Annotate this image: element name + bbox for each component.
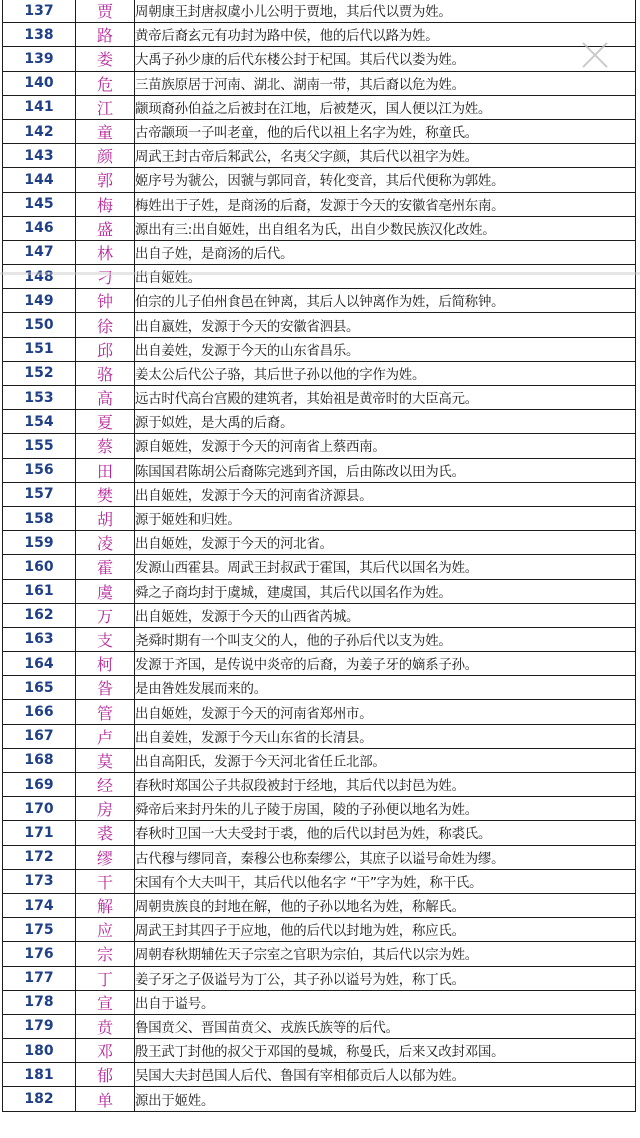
row-number: 178 bbox=[3, 990, 76, 1014]
row-number: 173 bbox=[3, 869, 76, 893]
surname-origin: 源于姬姓和归姓。 bbox=[135, 506, 636, 530]
surname-origin: 出自姜姓，发源于今天的山东省昌乐。 bbox=[135, 337, 636, 361]
surname-origin: 姜太公后代公子骆，其后世子孙以他的字作为姓。 bbox=[135, 361, 636, 385]
table-row bbox=[3, 1039, 636, 1063]
row-number: 172 bbox=[3, 845, 76, 869]
surname-origin: 周武王封古帝后邾武公，名夷父字颜，其后代以祖字为姓。 bbox=[135, 144, 636, 168]
surname-char: 管 bbox=[76, 700, 135, 724]
surname-origin: 出自姜姓，发源于今天山东省的长清县。 bbox=[135, 724, 636, 748]
table-row bbox=[3, 990, 636, 1014]
row-number: 146 bbox=[3, 216, 76, 240]
table-row bbox=[3, 700, 636, 724]
surname-char: 林 bbox=[76, 240, 135, 264]
table-row bbox=[3, 506, 636, 530]
surname-origin: 出自姬姓，发源于今天的河北省。 bbox=[135, 531, 636, 555]
surname-table-body bbox=[3, 0, 636, 1111]
surname-origin: 春秋时郑国公子共叔段被封于经地，其后代以封邑为姓。 bbox=[135, 773, 636, 797]
table-row bbox=[3, 95, 636, 119]
row-number: 167 bbox=[3, 724, 76, 748]
surname-char: 钟 bbox=[76, 289, 135, 313]
surname-origin: 出自姬姓，发源于今天的山西省芮城。 bbox=[135, 603, 636, 627]
table-row bbox=[3, 603, 636, 627]
surname-char: 危 bbox=[76, 71, 135, 95]
surname-char: 卢 bbox=[76, 724, 135, 748]
surname-char: 莫 bbox=[76, 748, 135, 772]
surname-char: 蔡 bbox=[76, 434, 135, 458]
row-number: 171 bbox=[3, 821, 76, 845]
surname-char: 单 bbox=[76, 1087, 135, 1111]
row-number: 144 bbox=[3, 168, 76, 192]
table-row bbox=[3, 869, 636, 893]
surname-origin: 周武王封其四子于应地，他的后代以封地为姓，称应氏。 bbox=[135, 918, 636, 942]
row-number: 164 bbox=[3, 652, 76, 676]
surname-origin: 颛顼裔孙伯益之后被封在江地，后被楚灭，国人便以江为姓。 bbox=[135, 95, 636, 119]
row-number: 174 bbox=[3, 893, 76, 917]
surname-origin: 出自姬姓，发源于今天的河南省济源县。 bbox=[135, 482, 636, 506]
row-number: 179 bbox=[3, 1014, 76, 1038]
row-number: 147 bbox=[3, 240, 76, 264]
surname-char: 高 bbox=[76, 386, 135, 410]
row-number: 138 bbox=[3, 23, 76, 47]
row-number: 176 bbox=[3, 942, 76, 966]
table-row bbox=[3, 748, 636, 772]
surname-origin: 梅姓出于子姓，是商汤的后裔，发源于今天的安徽省亳州东南。 bbox=[135, 192, 636, 216]
surname-char: 经 bbox=[76, 773, 135, 797]
surname-char: 万 bbox=[76, 603, 135, 627]
table-row bbox=[3, 47, 636, 71]
surname-char: 骆 bbox=[76, 361, 135, 385]
row-number: 165 bbox=[3, 676, 76, 700]
table-row bbox=[3, 1087, 636, 1111]
row-number: 143 bbox=[3, 144, 76, 168]
surname-char: 支 bbox=[76, 627, 135, 651]
surname-char: 江 bbox=[76, 95, 135, 119]
row-number: 182 bbox=[3, 1087, 76, 1111]
table-row bbox=[3, 265, 636, 289]
row-number: 175 bbox=[3, 918, 76, 942]
surname-char: 徐 bbox=[76, 313, 135, 337]
table-row bbox=[3, 168, 636, 192]
surname-origin: 黄帝后裔玄元有功封为路中侯，他的后代以路为姓。 bbox=[135, 23, 636, 47]
surname-origin: 春秋时卫国一大夫受封于裘，他的后代以封邑为姓，称裘氏。 bbox=[135, 821, 636, 845]
surname-char: 柯 bbox=[76, 652, 135, 676]
table-row bbox=[3, 652, 636, 676]
row-number: 155 bbox=[3, 434, 76, 458]
surname-char: 童 bbox=[76, 119, 135, 143]
surname-origin: 出自嬴姓，发源于今天的安徽省泗县。 bbox=[135, 313, 636, 337]
surname-table bbox=[2, 0, 636, 1112]
surname-origin: 舜之子商均封于虞城，建虞国，其后代以国名作为姓。 bbox=[135, 579, 636, 603]
surname-origin: 源出有三:出自姬姓，出自组名为氏，出自少数民族汉化改姓。 bbox=[135, 216, 636, 240]
table-row bbox=[3, 289, 636, 313]
surname-origin: 出自高阳氏，发源于今天河北省任丘北部。 bbox=[135, 748, 636, 772]
surname-char: 樊 bbox=[76, 482, 135, 506]
surname-origin: 姜子牙之子伋谥号为丁公，其子孙以谥号为姓，称丁氏。 bbox=[135, 966, 636, 990]
surname-origin: 伯宗的儿子伯州食邑在钟离，其后人以钟离作为姓，后简称钟。 bbox=[135, 289, 636, 313]
table-row bbox=[3, 821, 636, 845]
table-row bbox=[3, 627, 636, 651]
surname-char: 虞 bbox=[76, 579, 135, 603]
table-row bbox=[3, 458, 636, 482]
table-row bbox=[3, 579, 636, 603]
surname-char: 盛 bbox=[76, 216, 135, 240]
surname-char: 裘 bbox=[76, 821, 135, 845]
table-row bbox=[3, 192, 636, 216]
table-row bbox=[3, 216, 636, 240]
surname-origin: 出自姬姓。 bbox=[135, 265, 636, 289]
row-number: 160 bbox=[3, 555, 76, 579]
surname-char: 田 bbox=[76, 458, 135, 482]
row-number: 154 bbox=[3, 410, 76, 434]
surname-char: 霍 bbox=[76, 555, 135, 579]
surname-origin: 周朝康王封唐叔虞小儿公明于贾地，其后代以贾为姓。 bbox=[135, 0, 636, 23]
row-number: 161 bbox=[3, 579, 76, 603]
table-row bbox=[3, 119, 636, 143]
surname-origin: 鲁国贲父、晋国苗贲父、戎族氏族等的后代。 bbox=[135, 1014, 636, 1038]
table-row bbox=[3, 893, 636, 917]
surname-origin: 舜帝后来封丹朱的儿子陵于房国，陵的子孙便以地名为姓。 bbox=[135, 797, 636, 821]
surname-char: 贾 bbox=[76, 0, 135, 23]
row-number: 180 bbox=[3, 1039, 76, 1063]
screenshot-seam bbox=[0, 272, 640, 275]
surname-origin: 宋国有个大夫叫干，其后代以他名字 “干”字为姓，称干氏。 bbox=[135, 869, 636, 893]
row-number: 150 bbox=[3, 313, 76, 337]
surname-origin: 源于姒姓，是大禹的后裔。 bbox=[135, 410, 636, 434]
table-row bbox=[3, 0, 636, 23]
table-row bbox=[3, 410, 636, 434]
row-number: 170 bbox=[3, 797, 76, 821]
surname-char: 凌 bbox=[76, 531, 135, 555]
surname-origin: 吴国大夫封邑国人后代、鲁国有宰相郁贡后人以郁为姓。 bbox=[135, 1063, 636, 1087]
surname-origin: 尧舜时期有一个叫支父的人，他的子孙后代以支为姓。 bbox=[135, 627, 636, 651]
surname-origin: 姬序号为虢公，因虢与郭同音，转化变音，其后代便称为郭姓。 bbox=[135, 168, 636, 192]
surname-char: 刁 bbox=[76, 265, 135, 289]
row-number: 140 bbox=[3, 71, 76, 95]
row-number: 159 bbox=[3, 531, 76, 555]
table-row bbox=[3, 386, 636, 410]
row-number: 145 bbox=[3, 192, 76, 216]
row-number: 142 bbox=[3, 119, 76, 143]
table-row bbox=[3, 942, 636, 966]
table-row bbox=[3, 845, 636, 869]
surname-origin: 殷王武丁封他的叔父于邓国的曼城，称曼氏，后来又改封邓国。 bbox=[135, 1039, 636, 1063]
table-row bbox=[3, 482, 636, 506]
table-row bbox=[3, 144, 636, 168]
close-icon[interactable] bbox=[580, 40, 610, 70]
surname-char: 宗 bbox=[76, 942, 135, 966]
surname-origin: 发源山西霍县。周武王封叔武于霍国，其后代以国名为姓。 bbox=[135, 555, 636, 579]
row-number: 139 bbox=[3, 47, 76, 71]
row-number: 166 bbox=[3, 700, 76, 724]
surname-origin: 周朝贵族良的封地在解，他的子孙以地名为姓，称解氏。 bbox=[135, 893, 636, 917]
table-row bbox=[3, 71, 636, 95]
surname-char: 应 bbox=[76, 918, 135, 942]
table-row bbox=[3, 676, 636, 700]
surname-origin: 出自于谥号。 bbox=[135, 990, 636, 1014]
surname-origin: 古代穆与缪同音，秦穆公也称秦缪公，其庶子以谥号命姓为缪。 bbox=[135, 845, 636, 869]
table-row bbox=[3, 918, 636, 942]
row-number: 137 bbox=[3, 0, 76, 23]
table-row bbox=[3, 1014, 636, 1038]
surname-char: 贲 bbox=[76, 1014, 135, 1038]
row-number: 158 bbox=[3, 506, 76, 530]
surname-char: 夏 bbox=[76, 410, 135, 434]
surname-char: 丁 bbox=[76, 966, 135, 990]
row-number: 149 bbox=[3, 289, 76, 313]
surname-char: 解 bbox=[76, 893, 135, 917]
surname-origin: 远古时代高台宫殿的建筑者，其始祖是黄帝时的大臣高元。 bbox=[135, 386, 636, 410]
table-row bbox=[3, 966, 636, 990]
row-number: 163 bbox=[3, 627, 76, 651]
surname-origin: 发源于齐国，是传说中炎帝的后裔，为姜子牙的嫡系子孙。 bbox=[135, 652, 636, 676]
surname-char: 梅 bbox=[76, 192, 135, 216]
table-row bbox=[3, 531, 636, 555]
table-row bbox=[3, 724, 636, 748]
surname-char: 颜 bbox=[76, 144, 135, 168]
table-row bbox=[3, 240, 636, 264]
row-number: 156 bbox=[3, 458, 76, 482]
row-number: 157 bbox=[3, 482, 76, 506]
surname-origin: 源出于姬姓。 bbox=[135, 1087, 636, 1111]
table-row bbox=[3, 23, 636, 47]
surname-origin: 是由昝姓发展而来的。 bbox=[135, 676, 636, 700]
table-row bbox=[3, 434, 636, 458]
surname-char: 路 bbox=[76, 23, 135, 47]
surname-char: 娄 bbox=[76, 47, 135, 71]
row-number: 177 bbox=[3, 966, 76, 990]
table-row bbox=[3, 773, 636, 797]
table-row bbox=[3, 555, 636, 579]
row-number: 153 bbox=[3, 386, 76, 410]
row-number: 169 bbox=[3, 773, 76, 797]
surname-char: 宣 bbox=[76, 990, 135, 1014]
row-number: 148 bbox=[3, 265, 76, 289]
surname-origin: 古帝颛顼一子叫老童，他的后代以祖上名字为姓，称童氏。 bbox=[135, 119, 636, 143]
table-row bbox=[3, 313, 636, 337]
surname-origin: 源自姬姓，发源于今天的河南省上蔡西南。 bbox=[135, 434, 636, 458]
surname-origin: 出自子姓，是商汤的后代。 bbox=[135, 240, 636, 264]
surname-origin: 周朝春秋期辅佐天子宗室之官职为宗伯，其后代以宗为姓。 bbox=[135, 942, 636, 966]
surname-char: 郭 bbox=[76, 168, 135, 192]
surname-origin: 大禹子孙少康的后代东楼公封于杞国。其后代以娄为姓。 bbox=[135, 47, 636, 71]
row-number: 181 bbox=[3, 1063, 76, 1087]
row-number: 162 bbox=[3, 603, 76, 627]
row-number: 141 bbox=[3, 95, 76, 119]
surname-origin: 三苗族原居于河南、湖北、湖南一带，其后裔以危为姓。 bbox=[135, 71, 636, 95]
row-number: 151 bbox=[3, 337, 76, 361]
table-row bbox=[3, 797, 636, 821]
surname-char: 房 bbox=[76, 797, 135, 821]
surname-char: 胡 bbox=[76, 506, 135, 530]
surname-char: 昝 bbox=[76, 676, 135, 700]
table-row bbox=[3, 337, 636, 361]
table-row bbox=[3, 361, 636, 385]
row-number: 168 bbox=[3, 748, 76, 772]
surname-origin: 陈国国君陈胡公后裔陈完逃到齐国，后由陈改以田为氏。 bbox=[135, 458, 636, 482]
table-row bbox=[3, 1063, 636, 1087]
surname-table-sheet bbox=[2, 0, 636, 1112]
surname-origin: 出自姬姓，发源于今天的河南省郑州市。 bbox=[135, 700, 636, 724]
surname-char: 邱 bbox=[76, 337, 135, 361]
surname-char: 邓 bbox=[76, 1039, 135, 1063]
surname-char: 缪 bbox=[76, 845, 135, 869]
surname-char: 干 bbox=[76, 869, 135, 893]
row-number: 152 bbox=[3, 361, 76, 385]
surname-char: 郁 bbox=[76, 1063, 135, 1087]
